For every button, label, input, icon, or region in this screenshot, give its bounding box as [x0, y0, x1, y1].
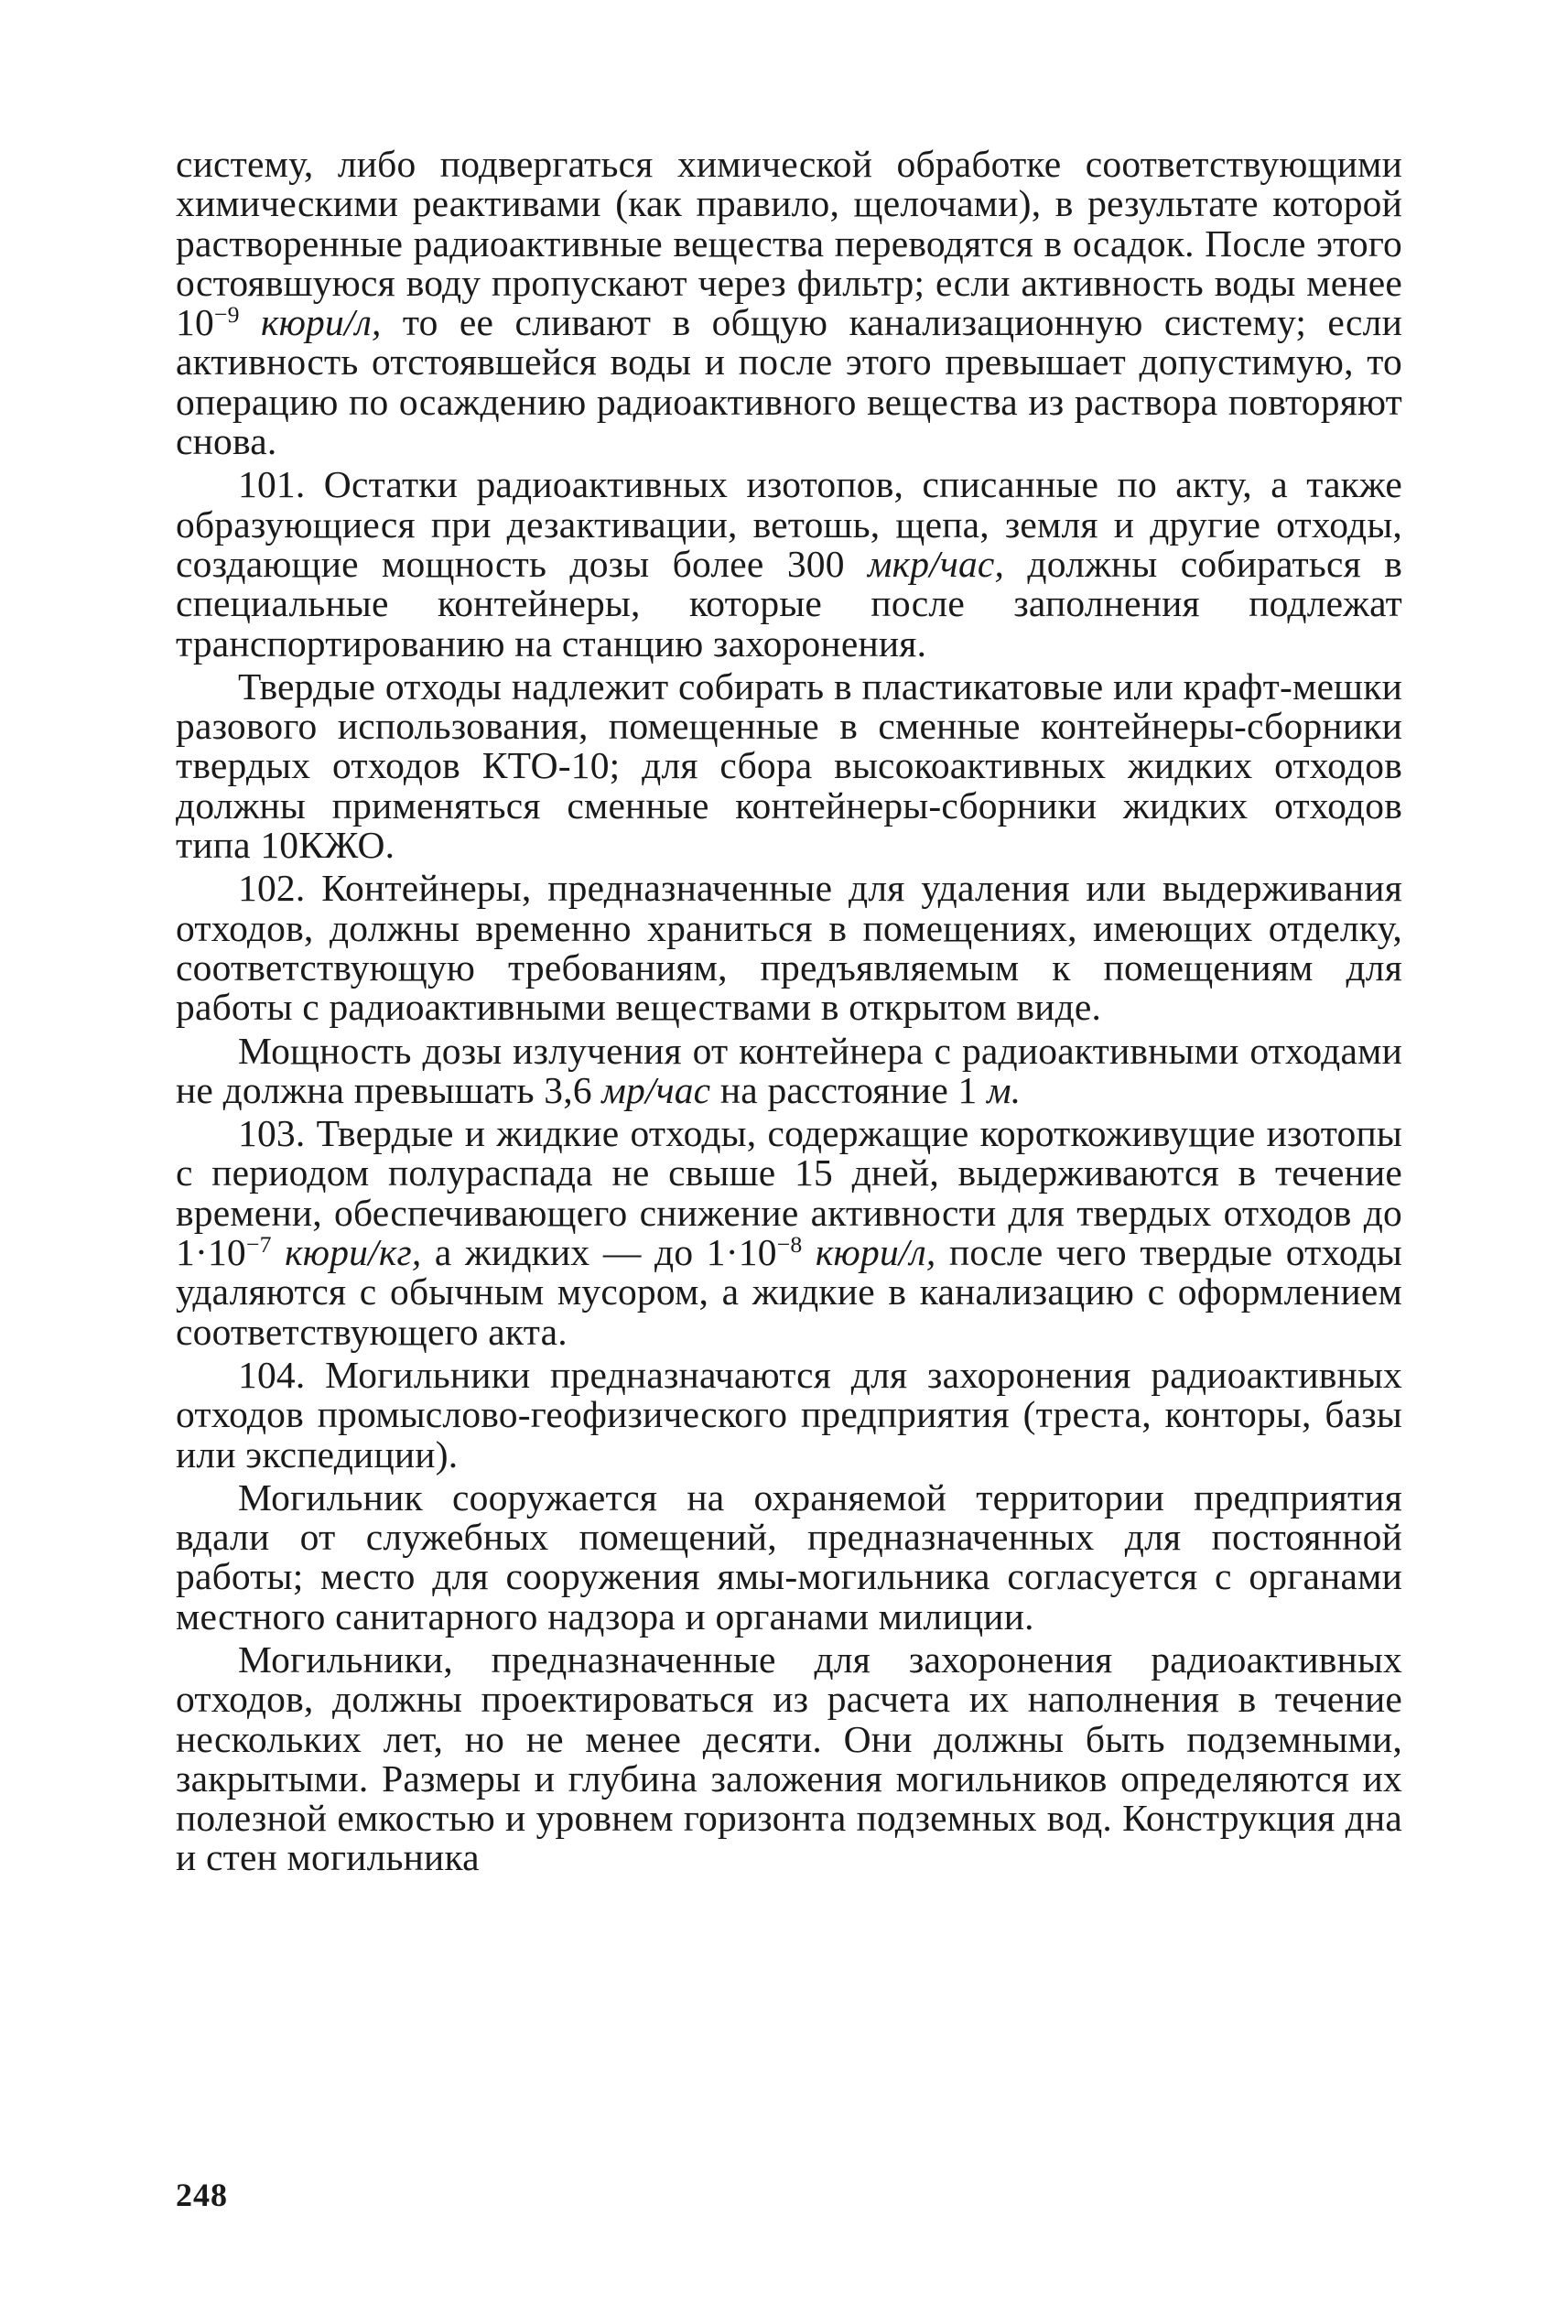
text-run: 102. Контейнеры, предназначенные для удаления или выдерживания отходов, должны временно храниться в помещениях, имеющих отделку, соответствующую требованиям, предъявляемым к помещениям для работы с радиоактивными веществами в открытом виде.	[176, 867, 1402, 1029]
text-run: систему, либо подвергаться химической обработке соответствующими химическими реактивами (как правило, щелочами), в результате которой растворенные радиоактивные вещества переводятся в осадок. После этого остоявшуюся воду пропускают через фильтр; если активность воды менее 10	[176, 143, 1402, 344]
text-run: то ее сливают в общую канализационную систему; если активность отстоявшейся воды и после этого превышает допустимую, то операцию по осаждению радиоактивного вещества из раствора повторяют снова.	[176, 301, 1402, 463]
page-body	[176, 145, 1402, 1882]
exponent: −9	[213, 301, 240, 329]
text-run: Могильник сооружается на охраняемой территории предприятия вдали от служебных помещений, предназначенных для постоянной работы; место для сооружения ямы-могильника согласуется с органами местного санитарного надзора и органами милиции.	[176, 1475, 1402, 1638]
exponent: −7	[245, 1230, 272, 1258]
text-run: после чего твердые отходы удаляются с обычным мусором, а жидкие в канализацию с оформлением соответствующего акта.	[176, 1231, 1403, 1353]
unit-italic: мкр/час,	[868, 542, 1005, 585]
paragraph-item-102	[176, 869, 1402, 1027]
text-run: Могильники, предназначенные для захоронения радиоактивных отходов, должны проектироваться из расчета их наполнения в течение нескольких лет, но не менее десяти. Они должны быть подземными, закрытыми. Размеры и глубина заложения могильников определяются их полезной емкостью и уровнем горизонта подземных вод. Конструкция дна и стен могильника	[176, 1638, 1402, 1879]
text-run: должны собираться в специальные контейнеры, которые после заполнения подлежат транспортированию на станцию захоронения.	[176, 542, 1403, 665]
text-run: а жидких — до 1·10	[421, 1231, 777, 1274]
paragraph	[176, 1475, 1402, 1638]
text-run	[240, 301, 261, 343]
unit-italic: мр/час	[601, 1068, 711, 1111]
unit-italic: м.	[987, 1068, 1022, 1111]
text-run: 103. Твердые и жидкие отходы, содержащие короткоживущие изотопы с периодом полураспада не свыше 15 дней, выдерживаются в течение времени, обеспечивающего снижение активности для твердых отходов до 1·10	[176, 1112, 1402, 1274]
unit-italic: кюри/кг,	[285, 1231, 422, 1274]
text-run: Твердые отходы надлежит собирать в пластикатовые или крафт-мешки разового использования, помещенные в сменные контейнеры-сборники твердых отходов КТО-10; для сбора высокоактивных жидких отходов должны применяться сменные контейнеры-сборники жидких отходов типа 10КЖО.	[176, 665, 1402, 867]
page-number: 248	[176, 2177, 228, 2213]
paragraph-item-104	[176, 1353, 1402, 1475]
text-run: 104. Могильники предназначаются для захоронения радиоактивных отходов промыслово-геофизического предприятия (треста, конторы, базы или экспедиции).	[176, 1353, 1402, 1475]
paragraph-item-101	[176, 465, 1402, 663]
exponent: −8	[776, 1230, 803, 1258]
unit-italic: кюри/л,	[260, 301, 382, 344]
paragraph	[176, 145, 1402, 461]
paragraph-item-103	[176, 1114, 1402, 1352]
paragraph	[176, 1029, 1402, 1111]
text-run: Мощность дозы излучения от контейнера с радиоактивными отходами не должна превышать 3,6	[176, 1029, 1402, 1111]
paragraph	[176, 667, 1402, 865]
unit-italic: кюри/л,	[815, 1231, 936, 1274]
text-run: 101. Остатки радиоактивных изотопов, списанные по акту, а также образующиеся при дезактивации, ветошь, щепа, земля и другие отходы, создающие мощность дозы более 300	[176, 463, 1402, 585]
text-run	[802, 1231, 816, 1273]
paragraph	[176, 1640, 1402, 1878]
text-run: на расстояние 1	[710, 1068, 988, 1111]
text-run	[272, 1231, 286, 1273]
